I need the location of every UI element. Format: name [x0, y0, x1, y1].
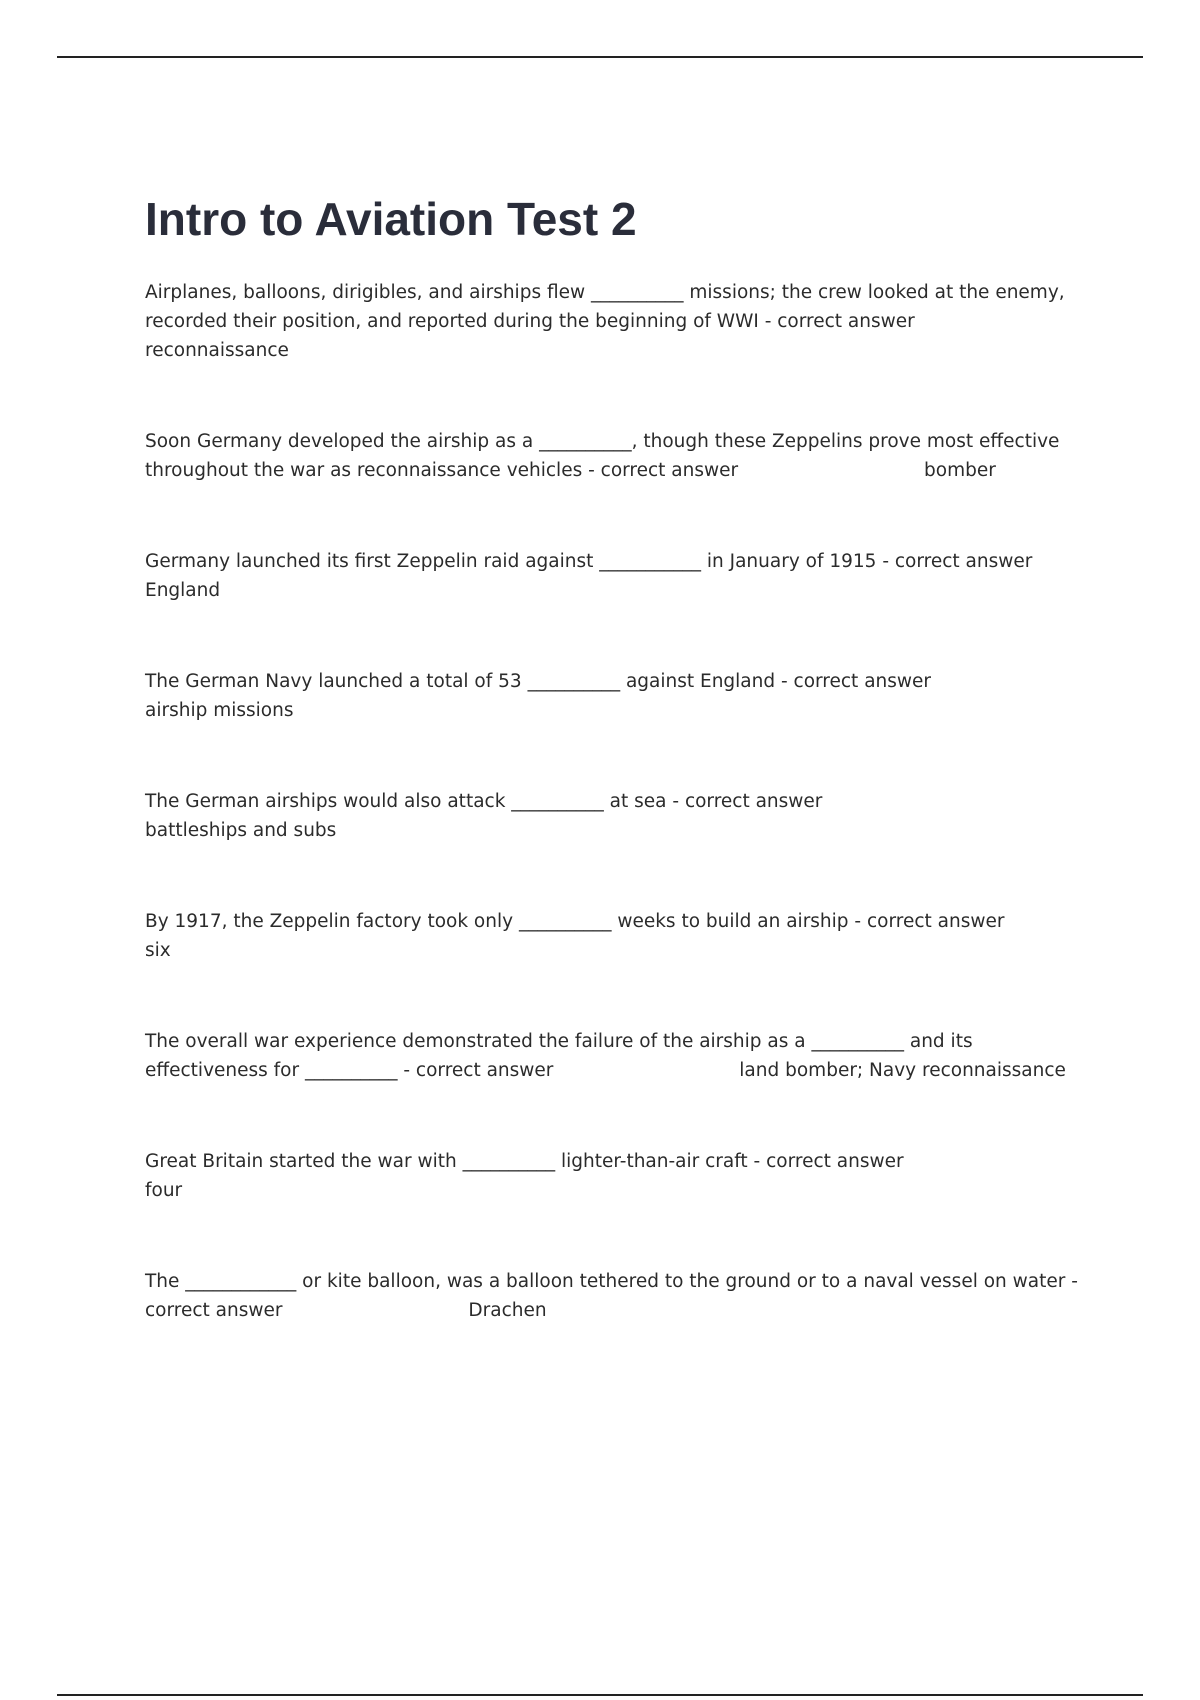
bottom-rule	[57, 1694, 1143, 1696]
qa-item	[145, 907, 1095, 965]
question-text: The German airships would also attack __________ at sea - correct answer	[145, 791, 823, 812]
answer-text: six	[145, 940, 171, 961]
question-text: Soon Germany developed the airship as a __________, though these Zeppelins prove most effective throughout the war as reconnaissance vehicles - correct answer	[145, 431, 1060, 481]
question-text: The ____________ or kite balloon, was a balloon tethered to the ground or to a naval vessel on water - correct answer	[145, 1271, 1078, 1321]
question-text: Germany launched its first Zeppelin raid against ___________ in January of 1915 - correct answer	[145, 551, 1033, 572]
answer-text: airship missions	[145, 700, 294, 721]
question-text: Great Britain started the war with __________ lighter-than-air craft - correct answer	[145, 1151, 904, 1172]
question-text: By 1917, the Zeppelin factory took only __________ weeks to build an airship - correct answer	[145, 911, 1005, 932]
answer-text: four	[145, 1180, 183, 1201]
answer-text: England	[145, 580, 221, 601]
top-rule	[57, 56, 1143, 58]
page-title: Intro to Aviation Test 2	[145, 193, 637, 245]
qa-item	[145, 427, 1095, 485]
document-body	[145, 188, 1095, 1387]
answer-text: bomber	[924, 460, 996, 481]
qa-item	[145, 278, 1095, 365]
question-text: The German Navy launched a total of 53 __________ against England - correct answer	[145, 671, 932, 692]
answer-text: land bomber; Navy reconnaissance	[739, 1060, 1066, 1081]
qa-item	[145, 1027, 1095, 1085]
qa-item	[145, 1267, 1095, 1325]
qa-item	[145, 547, 1095, 605]
qa-item	[145, 1147, 1095, 1205]
question-text: Airplanes, balloons, dirigibles, and airships flew __________ missions; the crew looked at the enemy, recorded their position, and reported during the beginning of WWI - correct answer	[145, 282, 1065, 332]
qa-list	[145, 278, 1095, 1325]
question-text: The overall war experience demonstrated the failure of the airship as a __________ and its effectiveness for __________ - correct answer	[145, 1031, 973, 1081]
answer-text: battleships and subs	[145, 820, 337, 841]
answer-text: Drachen	[468, 1300, 547, 1321]
answer-text: reconnaissance	[145, 340, 289, 361]
qa-item	[145, 667, 1095, 725]
qa-item	[145, 787, 1095, 845]
